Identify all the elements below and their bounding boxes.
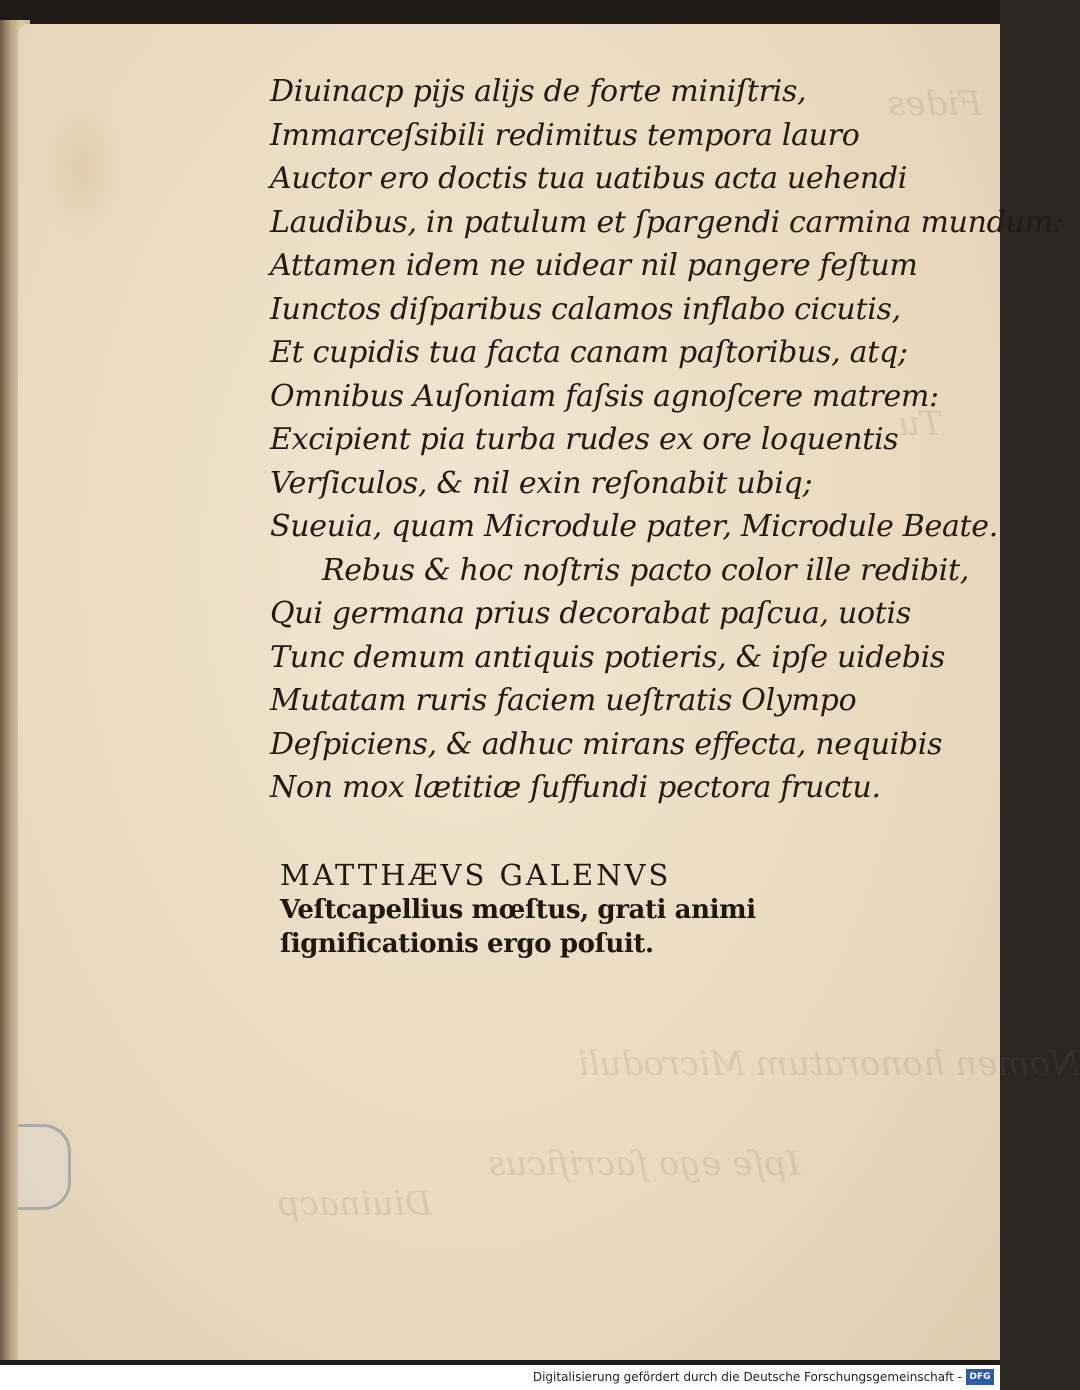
verse-line: Auctor ero doctis tua uatibus acta uehendi <box>270 161 908 196</box>
verse-line: Immarceſsibili redimitus tempora lauro <box>270 117 860 153</box>
footer-bar <box>0 1365 1000 1390</box>
verse-line: Diuinacp pijs alijs de forte miniſtris, <box>270 74 807 109</box>
bleed-through-text: Tu <box>898 404 943 444</box>
funding-notice: Digitalisierung gefördert durch die Deutsche Forschungsgemeinschaft - <box>532 1370 962 1384</box>
verse-line: Verſiculos, & nil exin reſonabit ubiq; <box>270 465 813 501</box>
verse-line: Excipient pia turba rudes ex ore loquentis <box>270 422 899 457</box>
verse-line: Laudibus, in patulum et ſpargendi carmina mundum: <box>270 204 1063 240</box>
verse-line: Qui germana prius decorabat paſcua, uotis <box>270 596 911 631</box>
bleed-through-text: Diuinacp <box>278 1184 432 1224</box>
verse-line: Non mox lætitiæ ſuffundi pectora fructu. <box>270 770 881 805</box>
signature-line: Veſtcapellius mœſtus, grati animi <box>280 895 756 925</box>
bleed-through-text: Fides <box>888 84 982 124</box>
author-name: MATTHÆVS GALENVS <box>280 858 672 892</box>
signature-line: ſignificationis ergo poſuit. <box>280 929 654 959</box>
bleed-through-text: Nomen honoratum Microduli <box>578 1044 1080 1084</box>
verse-line: Tunc demum antiquis potieris, & ipſe uidebis <box>270 639 945 675</box>
verse-line: Et cupidis tua facta canam paſtoribus, atq; <box>270 335 908 370</box>
page-clip <box>18 1124 71 1210</box>
verse-block <box>270 70 1063 810</box>
verse-line: Attamen idem ne uidear nil pangere feſtum <box>270 248 918 283</box>
verse-line: Omnibus Auſoniam faſsis agnoſcere matrem: <box>270 378 939 414</box>
verse-line: Iunctos diſparibus calamos inflabo cicutis, <box>270 291 901 327</box>
verse-line: Deſpiciens, & adhuc mirans effecta, nequibis <box>270 726 943 762</box>
verse-line: Mutatam ruris faciem ueſtratis Olympo <box>270 683 857 718</box>
verse-line: Sueuia, quam Microdule pater, Microdule Beate. <box>270 509 998 544</box>
verse-line: Rebus & hoc noſtris pacto color ille redibit, <box>322 552 969 588</box>
signature-block <box>280 857 980 961</box>
dfg-logo-icon: DFG <box>966 1369 994 1385</box>
page-stain <box>38 94 128 244</box>
bleed-through-text: Ipſe ego ſacrificus <box>488 1144 800 1184</box>
